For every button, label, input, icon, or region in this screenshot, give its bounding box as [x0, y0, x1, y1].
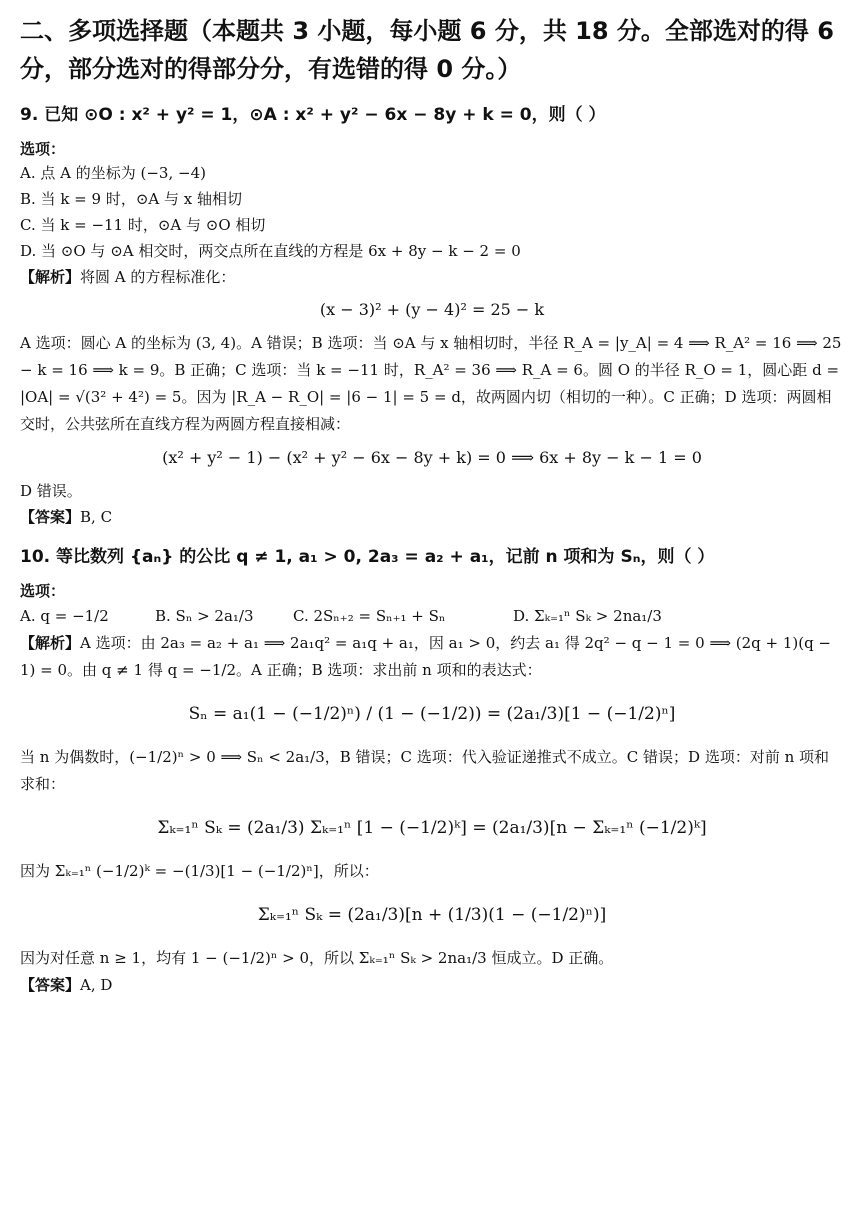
question-9-option-d: D. 当 ⊙O 与 ⊙A 相交时，两交点所在直线的方程是 6x + 8y − k − 2 = 0	[20, 242, 521, 260]
question-10-analysis-1-block	[20, 630, 844, 684]
section-heading: 二、多项选择题（本题共 3 小题，每小题 6 分，共 18 分。全部选对的得 6 分，部分选对的得部分分，有选错的得 0 分。）	[20, 17, 834, 83]
question-9-analysis-intro: 将圆 A 的方程标准化：	[80, 268, 236, 286]
question-10-answer-line	[20, 972, 844, 998]
question-9-option-c: C. 当 k = −11 时，⊙A 与 ⊙O 相切	[20, 216, 266, 234]
question-10-equation-3: Σₖ₌₁ⁿ Sₖ = (2a₁/3)[n + (1/3)(1 − (−1/2)ⁿ)]	[257, 905, 607, 925]
question-10-analysis-4: 因为对任意 n ≥ 1，均有 1 − (−1/2)ⁿ > 0，所以 Σₖ₌₁ⁿ Sₖ > 2na₁/3 恒成立。D 正确。	[20, 949, 614, 967]
question-10-equation-1: Sₙ = a₁(1 − (−1/2)ⁿ) / (1 − (−1/2)) = (2a₁/3)[1 − (−1/2)ⁿ]	[188, 704, 676, 724]
question-10-option-b: B. Sₙ > 2a₁/3	[155, 607, 254, 625]
question-10-option-d: D. Σₖ₌₁ⁿ Sₖ > 2na₁/3	[513, 607, 662, 625]
document-page	[0, 12, 864, 1228]
question-9-answer: B, C	[80, 508, 113, 526]
question-9-equation-2: (x² + y² − 1) − (x² + y² − 6x − 8y + k) = 0 ⟹ 6x + 8y − k − 1 = 0	[162, 448, 702, 467]
question-10-analysis-2: 当 n 为偶数时，(−1/2)ⁿ > 0 ⟹ Sₙ < 2a₁/3，B 错误；C 选项：代入验证递推式不成立。C 错误；D 选项：对前 n 项和求和：	[20, 748, 830, 793]
question-10-options	[20, 602, 844, 630]
question-10-option-c: C. 2Sₙ₊₂ = Sₙ₊₁ + Sₙ	[293, 607, 446, 625]
question-10-title: 10. 等比数列 {aₙ} 的公比 q ≠ 1, a₁ > 0, 2a₃ = a₂ + a₁，记前 n 项和为 Sₙ，则（ ）	[20, 547, 715, 567]
question-9-analysis-body: A 选项：圆心 A 的坐标为 (3, 4)。A 错误；B 选项：当 ⊙A 与 x 轴相切时，半径 R_A = |y_A| = 4 ⟹ R_A² = 16 ⟹ 25 − k = 16 ⟹ k = 9。B 正确；C 选项：当 k = −11 时，R_A² = 36 ⟹ R_A = 6。圆 O 的半径 R_O = 1，圆心距 d = |OA| = √(3² + 4²) = 5。因为 |R_A − R_O| = |6 − 1| = 5 = d，故两圆内切（相切的一种）。C 正确；D 选项：两圆相交时，公共弦所在直线方程为两圆方程直接相减：	[20, 334, 842, 433]
question-10-analysis-tag: 【解析】	[20, 634, 81, 652]
question-9-answer-tag: 【答案】	[20, 508, 81, 526]
question-10-answer-tag: 【答案】	[20, 976, 81, 994]
question-9-analysis-end: D 错误。	[20, 482, 82, 500]
question-9	[20, 102, 844, 530]
question-9-options-label: 选项：	[20, 140, 66, 158]
question-9-option-b: B. 当 k = 9 时，⊙A 与 x 轴相切	[20, 190, 242, 208]
question-10-equation-2: Σₖ₌₁ⁿ Sₖ = (2a₁/3) Σₖ₌₁ⁿ [1 − (−1/2)ᵏ] = (2a₁/3)[n − Σₖ₌₁ⁿ (−1/2)ᵏ]	[157, 818, 707, 838]
question-10	[20, 544, 844, 998]
question-10-answer: A, D	[80, 976, 113, 994]
question-9-equation-1: (x − 3)² + (y − 4)² = 25 − k	[319, 300, 545, 319]
question-10-options-label: 选项：	[20, 582, 66, 600]
question-9-analysis-tag: 【解析】	[20, 268, 81, 286]
question-9-analysis-intro-line	[20, 264, 844, 290]
question-10-option-a: A. q = −1/2	[20, 607, 109, 625]
question-9-title: 9. 已知 ⊙O : x² + y² = 1，⊙A : x² + y² − 6x − 8y + k = 0，则（ ）	[20, 105, 606, 125]
question-9-option-a: A. 点 A 的坐标为 (−3, −4)	[20, 164, 206, 182]
question-10-analysis-1: A 选项：由 2a₃ = a₂ + a₁ ⟹ 2a₁q² = a₁q + a₁，因 a₁ > 0，约去 a₁ 得 2q² − q − 1 = 0 ⟹ (2q + 1)(q − 1) = 0。由 q ≠ 1 得 q = −1/2。A 正确；B 选项：求出前 n 项和的表达式：	[20, 634, 832, 679]
question-10-analysis-3: 因为 Σₖ₌₁ⁿ (−1/2)ᵏ = −(1/3)[1 − (−1/2)ⁿ]，所以：	[20, 862, 379, 880]
question-9-answer-line	[20, 504, 844, 530]
